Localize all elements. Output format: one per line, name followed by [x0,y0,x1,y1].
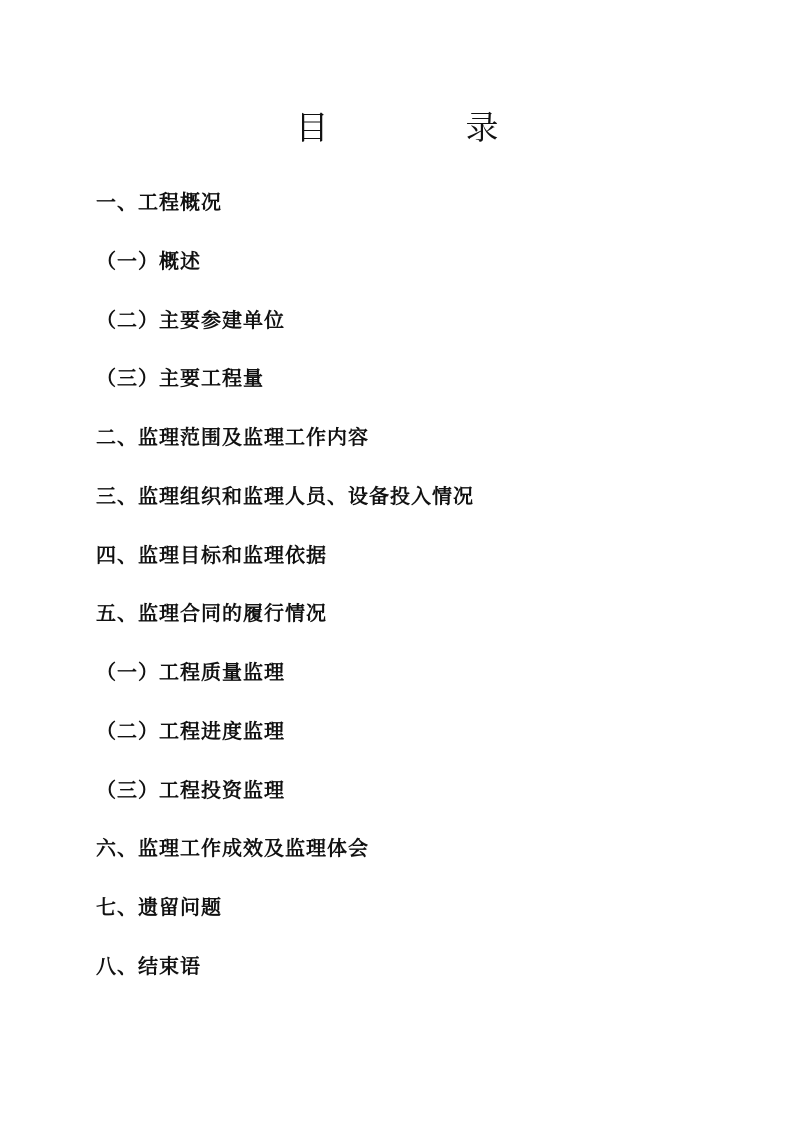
toc-entry[interactable]: 三、监理组织和监理人员、设备投入情况 [96,483,474,508]
toc-entry[interactable]: （二）主要参建单位 [96,307,285,332]
toc-entry[interactable]: 六、监理工作成效及监理体会 [96,836,369,861]
toc-entry[interactable]: （三）主要工程量 [96,366,264,391]
toc-entry[interactable]: （三）工程投资监理 [96,777,285,802]
toc-entry[interactable]: 七、遗留问题 [96,895,222,919]
toc-entry[interactable]: 八、结束语 [96,953,201,978]
toc-title: 目 录 [295,108,551,147]
toc-entry[interactable]: 一、工程概况 [96,190,222,214]
toc-entry[interactable]: 五、监理合同的履行情况 [96,601,327,626]
toc-entry[interactable]: （一）工程质量监理 [96,660,285,684]
toc-entry[interactable]: 四、监理目标和监理依据 [96,542,327,567]
toc-entry[interactable]: （一）概述 [96,248,201,273]
toc-entry[interactable]: （二）工程进度监理 [96,718,285,743]
toc-entry[interactable]: 二、监理范围及监理工作内容 [96,425,369,449]
toc-list [96,186,716,1009]
